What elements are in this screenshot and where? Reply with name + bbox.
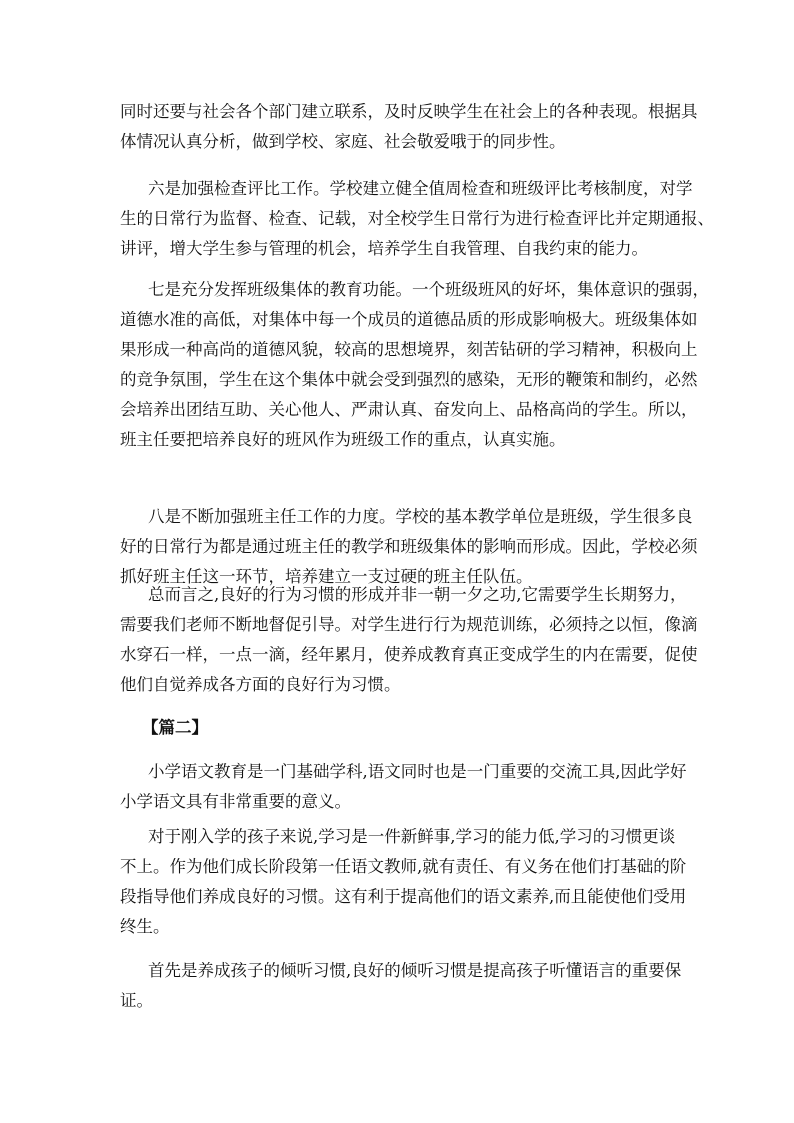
text-line: 同时还要与社会各个部门建立联系，及时反映学生在社会上的各种表现。根据具 xyxy=(120,102,698,121)
text-line: 体情况认真分析，做到学校、家庭、社会敬爱哦于的同步性。 xyxy=(120,132,566,151)
text-line: 小学语文具有非常重要的意义。 xyxy=(120,792,351,811)
text-line: 六是加强检查评比工作。学校建立健全值周检查和班级评比考核制度，对学 xyxy=(148,179,693,198)
text-line: 首先是养成孩子的倾听习惯,良好的倾听习惯是提高孩子听懂语言的重要保 xyxy=(148,961,682,980)
text-line: 好的日常行为都是通过班主任的教学和班级集体的影响而形成。因此，学校必须 xyxy=(120,537,698,556)
paragraph-intro xyxy=(120,757,687,817)
section-heading xyxy=(120,713,680,743)
paragraph-listening xyxy=(120,956,680,1016)
text-line: 七是充分发挥班级集体的教育功能。一个班级班风的好坏，集体意识的强弱， xyxy=(148,280,709,299)
text-line: 总而言之,良好的行为习惯的形成并非一朝一夕之功,它需要学生长期努力， xyxy=(148,585,687,604)
text-line: 终生。 xyxy=(120,917,170,936)
text-line: 小学语文教育是一门基础学科,语文同时也是一门重要的交流工具,因此学好 xyxy=(148,762,687,781)
text-line: 不上。作为他们成长阶段第一任语文教师,就有责任、有义务在他们打基础的阶 xyxy=(120,857,687,876)
paragraph-six xyxy=(120,174,714,264)
paragraph-new-students xyxy=(120,822,687,942)
text-line: 需要我们老师不断地督促引导。对学生进行行为规范训练，必须持之以恒，像滴 xyxy=(120,615,698,634)
text-line: 班主任要把培养良好的班风作为班级工作的重点，认真实施。 xyxy=(120,430,566,449)
text-line: 会培养出团结互助、关心他人、严肃认真、奋发向上、品格高尚的学生。所以， xyxy=(120,400,698,419)
text-line: 的竞争氛围，学生在这个集体中就会受到强烈的感染，无形的鞭策和制约，必然 xyxy=(120,370,698,389)
text-line: 水穿石一样，一点一滴，经年累月，使养成教育真正变成学生的内在需要，促使 xyxy=(120,645,698,664)
text-line: 抓好班主任这一环节，培养建立一支过硬的班主任队伍。 xyxy=(120,567,533,586)
text-line: 对于刚入学的孩子来说,学习是一件新鲜事,学习的能力低,学习的习惯更谈 xyxy=(148,827,676,846)
text-line: 道德水准的高低，对集体中每一个成员的道德品质的形成影响极大。班级集体如 xyxy=(120,310,698,329)
text-line: 他们自觉养成各方面的良好行为习惯。 xyxy=(120,675,401,694)
section-title: 【篇二】 xyxy=(142,718,208,737)
paragraph-conclusion xyxy=(120,580,698,700)
text-line: 段指导他们养成良好的习惯。这有利于提高他们的语文素养,而且能使他们受用 xyxy=(120,887,687,906)
paragraph-continuation xyxy=(120,97,698,157)
text-line: 讲评，增大学生参与管理的机会，培养学生自我管理、自我约束的能力。 xyxy=(120,239,648,258)
paragraph-eight xyxy=(120,502,698,592)
paragraph-seven xyxy=(120,275,709,455)
text-line: 生的日常行为监督、检查、记载，对全校学生日常行为进行检查评比并定期通报、 xyxy=(120,209,714,228)
text-line: 八是不断加强班主任工作的力度。学校的基本教学单位是班级，学生很多良 xyxy=(148,507,693,526)
text-line: 证。 xyxy=(120,991,153,1010)
text-line: 果形成一种高尚的道德风貌，较高的思想境界，刻苦钻研的学习精神，积极向上 xyxy=(120,340,698,359)
